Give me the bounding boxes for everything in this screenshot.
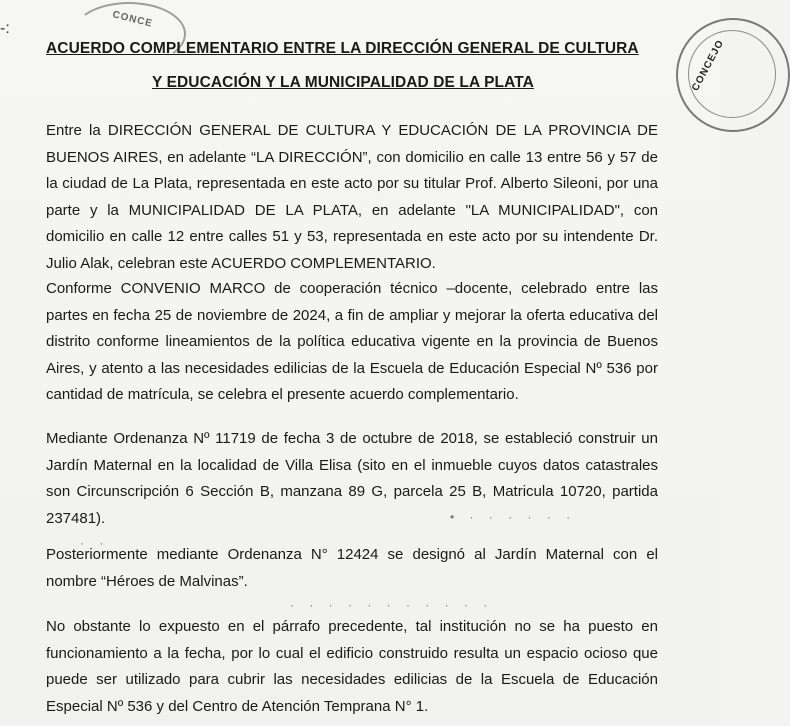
seal-stamp-right-text: CONCEJO (690, 37, 727, 94)
paragraph-ordenanza-12424: Posteriormente mediante Ordenanza N° 12424 se designó al Jardín Maternal con el nombre “Héroes de Malvinas”. (46, 546, 658, 590)
scan-mark: -: (0, 20, 10, 37)
paragraph-parties: Entre la DIRECCIÓN GENERAL DE CULTURA Y EDUCACIÓN DE LA PROVINCIA DE BUENOS AIRES, en adelante “LA DIRECCIÓN”, con domicilio en calle 13 entre 56 y 57 de la ciudad de La Plata, representada en este acto por su titular Prof. Alberto Sileoni, por una parte y la MUNICIPALIDAD DE LA PLATA, en adelante "LA MUNICIPALIDAD", con domicilio en calle 12 entre calles 51 y 53, representada en este acto por su intendente Dr. Julio Alak, celebran este ACUERDO COMPLEMENTARIO. (46, 122, 658, 272)
seal-stamp-left-text: CONCE (111, 9, 154, 30)
scan-noise: · · · · · · · · · · · (290, 598, 494, 612)
paragraph-convenio: Conforme CONVENIO MARCO de cooperación técnico –docente, celebrado entre las partes en fecha 25 de noviembre de 2024, a fin de ampliar y mejorar la oferta educativa del distrito conforme lineamientos de la política educativa vigente en la provincia de Buenos Aires, y atento a las necesidades edilicias de la Escuela de Educación Especial Nº 536 por cantidad de matrícula, se celebra el presente acuerdo complementario. (46, 280, 658, 403)
document-title-line-2: Y EDUCACIÓN Y LA MUNICIPALIDAD DE LA PLATA (152, 74, 534, 91)
paragraph-ordenanza-11719: Mediante Ordenanza Nº 11719 de fecha 3 de octubre de 2018, se estableció construir un Jardín Maternal en la localidad de Villa Elisa (sito en el inmueble cuyos datos catastrales son Circunscripción 6 Sección B, manzana 89 G, parcela 25 B, Matricula 10720, partida 237481). (46, 430, 658, 527)
paragraph-no-obstante: No obstante lo expuesto en el párrafo precedente, tal institución no se ha puesto en funcionamiento a la fecha, por lo cual el edificio construido resulta un espacio ocioso que puede ser utilizado para cubrir las necesidades edilicias de la Escuela de Educación Especial Nº 536 y del Centro de Atención Temprana N° 1. (46, 618, 658, 715)
scan-noise: · · (80, 536, 110, 550)
document-title-line-1: ACUERDO COMPLEMENTARIO ENTRE LA DIRECCIÓN GENERAL DE CULTURA (46, 40, 639, 57)
scan-noise: • · · · · · · (450, 510, 577, 524)
